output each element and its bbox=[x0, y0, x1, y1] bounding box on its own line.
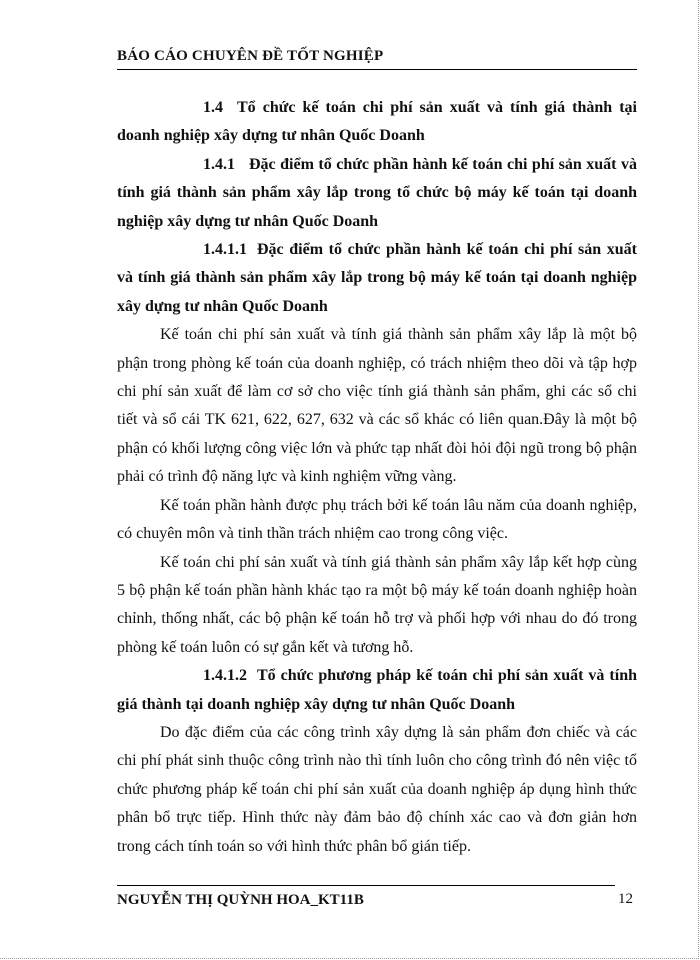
page-number: 12 bbox=[618, 891, 633, 907]
section-heading-1-4-1-1 bbox=[117, 236, 637, 321]
paragraph: Kế toán chi phí sản xuất và tính giá thành sản phẩm xây lắp kết hợp cùng 5 bộ phận kế toán phần hành khác tạo ra một bộ máy kế toán doanh nghiệp hoàn chỉnh, thống nhất, các bộ phận kế toán hỗ trợ và phối hợp với nhau do đó trong phòng kế toán luôn có sự gắn kết và tương hỗ. bbox=[117, 553, 637, 656]
footer-author: NGUYỄN THỊ QUỲNH HOA_KT11B bbox=[117, 892, 364, 908]
section-title: Tổ chức kế toán chi phí sản xuất và tính giá thành tại doanh nghiệp xây dựng tư nhân Quốc Doanh bbox=[117, 99, 637, 145]
section-title: Đặc điểm tổ chức phần hành kế toán chi phí sản xuất và tính giá thành sản phẩm xây lắp trong tổ chức bộ máy kế toán tại doanh nghiệp xây dựng tư nhân Quốc Doanh bbox=[117, 155, 637, 230]
document-body bbox=[117, 94, 637, 861]
section-title: Tổ chức phương pháp kế toán chi phí sản xuất và tính giá thành tại doanh nghiệp xây dựng tư nhân Quốc Doanh bbox=[117, 667, 637, 713]
section-number: 1.4 bbox=[203, 99, 223, 116]
page-header bbox=[117, 48, 637, 70]
paragraph: Kế toán chi phí sản xuất và tính giá thành sản phẩm xây lắp là một bộ phận trong phòng kế toán của doanh nghiệp, có trách nhiệm theo dõi và tập hợp chi phí sản xuất để làm cơ sở cho việc tính giá thành sản phẩm, ghi các sổ chi tiết và sổ cái TK 621, 622, 627, 632 và các sổ khác có liên quan.Đây là một bộ phận có khối lượng công việc lớn và phức tạp nhất đòi hỏi đội ngũ trong bộ phận phải có trình độ năng lực và kinh nghiệm vững vàng. bbox=[117, 326, 637, 486]
footer-divider bbox=[117, 885, 615, 886]
section-number: 1.4.1.1 bbox=[203, 241, 247, 259]
section-title: Đặc điểm tổ chức phần hành kế toán chi phí sản xuất và tính giá thành sản phẩm xây lắp trong bộ máy kế toán tại doanh nghiệp xây dựng tư nhân Quốc Doanh bbox=[117, 241, 637, 315]
section-number: 1.4.1 bbox=[203, 155, 235, 173]
paragraph: Do đặc điểm của các công trình xây dựng là sản phẩm đơn chiếc và các chi phí phát sinh thuộc công trình nào thì tính luôn cho công trình đó nên việc tổ chức phương pháp kế toán chi phí sản xuất của doanh nghiệp áp dụng hình thức phân bổ trực tiếp. Hình thức này đảm bảo độ chính xác cao và đơn giản hơn trong cách tính toán so với hình thức phân bổ gián tiếp. bbox=[117, 723, 637, 855]
paragraph: Kế toán phần hành được phụ trách bởi kế toán lâu năm của doanh nghiệp, có chuyên môn và tinh thần trách nhiệm cao trong công việc. bbox=[117, 496, 637, 543]
header-title: BÁO CÁO CHUYÊN ĐỀ TỐT NGHIỆP bbox=[117, 48, 384, 64]
section-number: 1.4.1.2 bbox=[203, 667, 247, 685]
section-heading-1-4-1-2 bbox=[117, 662, 637, 719]
section-heading-1-4-1 bbox=[117, 151, 637, 236]
section-heading-1-4 bbox=[117, 94, 637, 151]
